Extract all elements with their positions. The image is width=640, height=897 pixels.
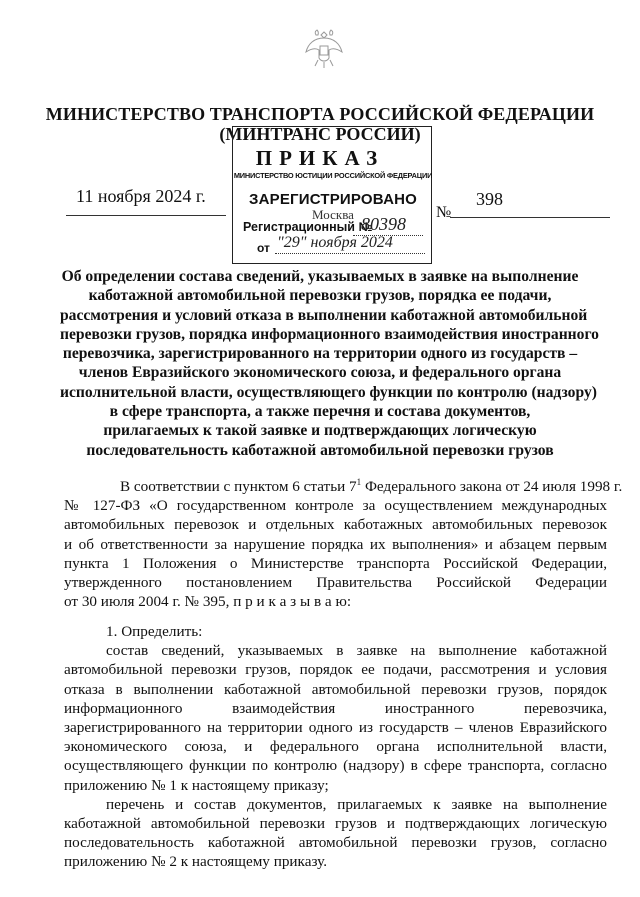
title-line: перевозчика, зарегистрированного на территории одного из государств –: [62, 345, 578, 363]
ministry-name: МИНИСТЕРСТВО ТРАНСПОРТА РОССИЙСКОЙ ФЕДЕРАЦИИ: [45, 104, 595, 124]
preamble-line: автомобильных перевозок и отдельных каботажных автомобильных перевозок: [64, 516, 607, 534]
item-line: последовательность каботажной автомобильной перевозки грузов, согласно: [64, 834, 607, 852]
stamp-reg-number: 80398: [361, 214, 406, 234]
item-line: каботажной автомобильной перевозки грузов и подтверждающих логическую: [64, 814, 607, 832]
preamble-line: от 30 июля 2004 г. № 395, п р и к а з ы в а ю:: [64, 593, 352, 611]
item-line: автомобильной перевозки грузов, порядок ее подачи, рассмотрения и условия: [64, 661, 607, 679]
title-line: прилагаемых к такой заявке и подтверждающих логическую: [103, 422, 537, 440]
title-line: рассмотрения и условий отказа в выполнении каботажной автомобильной: [60, 306, 588, 324]
item-1: [64, 622, 607, 871]
preamble-line: пункта 1 Положения о Министерстве транспорта Российской Федерации,: [64, 554, 607, 572]
item-line: приложению № 1 к настоящему приказу;: [64, 776, 329, 794]
title-line: исполнительной власти, осуществляющего функции по контролю (надзору): [60, 383, 597, 401]
title-line: членов Евразийского экономического союза, и федерального органа: [78, 364, 562, 382]
title-line: в сфере транспорта, а также перечня и состава документов,: [109, 403, 531, 421]
item-line: отказа в выполнении каботажной автомобильной перевозки грузов, порядок: [64, 680, 607, 698]
article-superscript: 1: [356, 476, 362, 487]
stamp-date-line: [275, 253, 425, 254]
item-line: состав сведений, указываемых в заявке на выполнение каботажной: [106, 642, 607, 660]
item-line: приложению № 2 к настоящему приказу.: [64, 853, 327, 871]
item-line: экономического союза, и федерального органа исполнительной власти,: [64, 738, 607, 756]
title-line: последовательность каботажной автомобильной перевозки грузов: [86, 441, 554, 459]
order-date: 11 ноября 2024 г.: [76, 186, 206, 206]
ministry-abbreviation: (МИНТРАНС РОССИИ): [219, 124, 421, 144]
item-line: перечень и состав документов, прилагаемых к заявке на выполнение: [106, 795, 607, 813]
preamble-line: и об ответственности за нарушение порядка их выполнения» и абзацем первым: [64, 535, 607, 553]
stamp-status: ЗАРЕГИСТРИРОВАНО: [248, 191, 418, 208]
preamble-text: Федерального закона от 24 июля 1998 г.: [361, 478, 623, 495]
item-line: осуществляющего функции по контролю (надзору) в сфере транспорта, согласно: [64, 757, 607, 775]
order-number-sign: №: [436, 204, 452, 221]
order-number: 398: [476, 189, 503, 209]
document-type: ПРИКАЗ: [255, 146, 385, 170]
number-underline: [450, 217, 610, 218]
order-title: [60, 267, 599, 460]
stamp-ministry: МИНИСТЕРСТВО ЮСТИЦИИ РОССИЙСКОЙ ФЕДЕРАЦИИ: [233, 171, 433, 180]
preamble-line: утвержденного постановлением Правительства Российской Федерации: [64, 573, 607, 591]
registration-stamp: [232, 126, 432, 264]
date-underline: [66, 215, 226, 216]
title-line: Об определении состава сведений, указываемых в заявке на выполнение: [61, 268, 579, 285]
title-line: каботажной автомобильной перевозки грузов, порядка ее подачи,: [88, 287, 552, 305]
preamble-line: [64, 476, 623, 496]
stamp-city: Москва: [312, 207, 354, 222]
item-line: зарегистрированного на территории одного из государств – членов Евразийского: [64, 718, 607, 736]
stamp-reg-label: Регистрационный №: [243, 220, 373, 234]
stamp-date-value: "29" ноября 2024: [277, 234, 393, 251]
preamble-line: № 127-ФЗ «О государственном контроле за осуществлением международных: [64, 497, 607, 515]
item-heading: 1. Определить:: [106, 623, 203, 640]
coat-of-arms-emblem: [302, 26, 346, 70]
stamp-date-label: от: [257, 241, 270, 255]
preamble: [64, 476, 623, 611]
item-line: информационного взаимодействия иностранного перевозчика,: [64, 699, 607, 717]
title-line: перевозки грузов, порядка информационного взаимодействия иностранного: [60, 325, 599, 343]
preamble-text: В соответствии с пунктом 6 статьи 7: [120, 478, 357, 495]
